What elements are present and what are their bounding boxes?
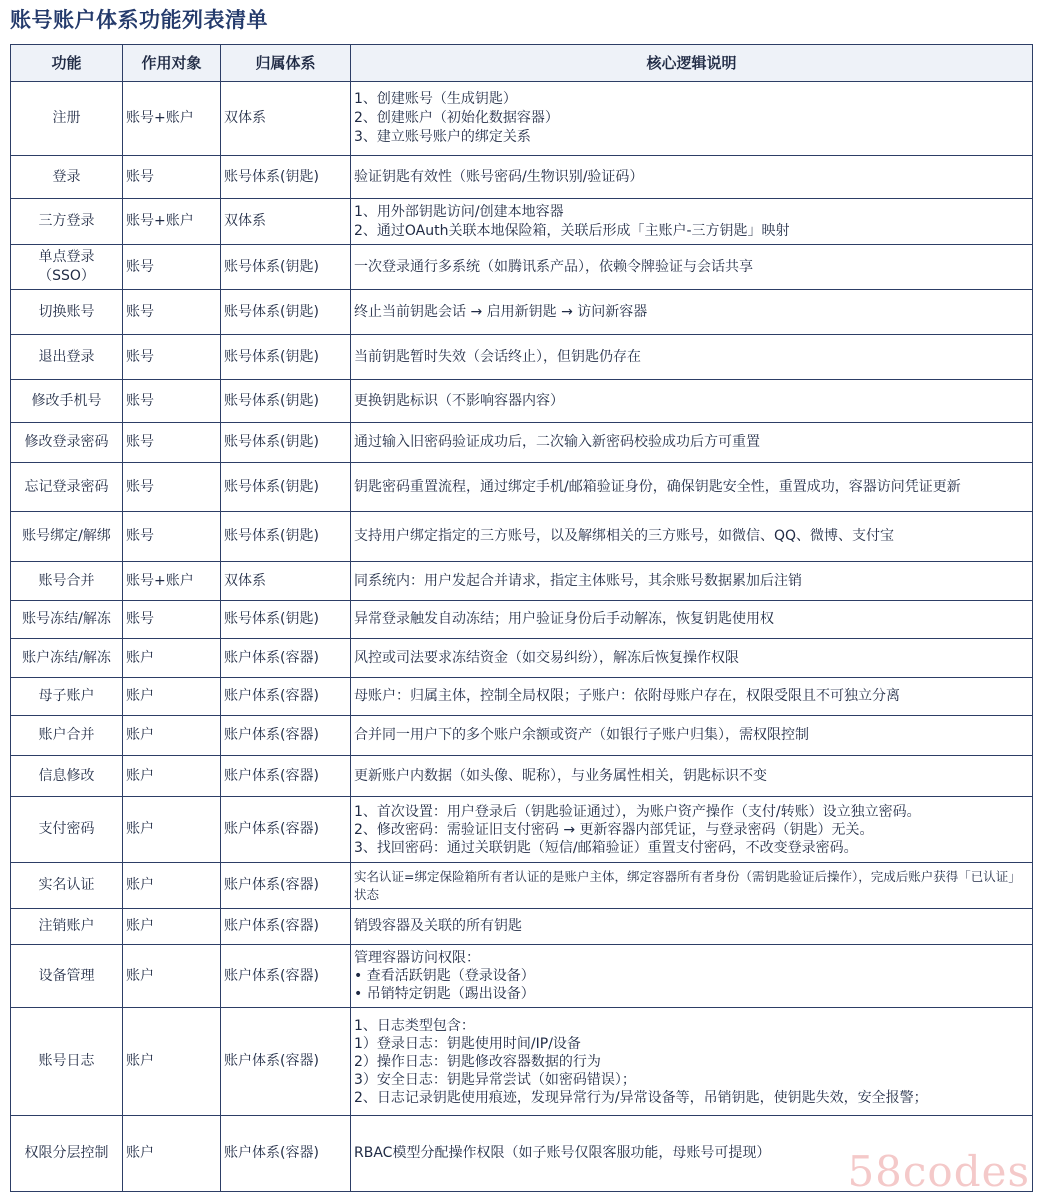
- function-cell: 修改手机号: [11, 380, 123, 423]
- function-cell: 三方登录: [11, 199, 123, 245]
- table-row: [11, 245, 1033, 290]
- function-cell: 退出登录: [11, 335, 123, 380]
- description-cell: 1、用外部钥匙访问/创建本地容器 2、通过OAuth关联本地保险箱，关联后形成「主账户-三方钥匙」映射: [351, 199, 1033, 245]
- target-cell: 账号: [123, 601, 221, 639]
- target-cell: 账号+账户: [123, 562, 221, 601]
- description-cell: 合并同一用户下的多个账户余额或资产（如银行子账户归集），需权限控制: [351, 716, 1033, 756]
- table-row: [11, 82, 1033, 156]
- system-cell: 账号体系(钥匙): [221, 156, 351, 199]
- function-cell: 登录: [11, 156, 123, 199]
- target-cell: 账户: [123, 863, 221, 909]
- function-cell: 实名认证: [11, 863, 123, 909]
- description-cell: 销毁容器及关联的所有钥匙: [351, 909, 1033, 945]
- table-row: [11, 562, 1033, 601]
- system-cell: 账户体系(容器): [221, 945, 351, 1008]
- function-cell: 忘记登录密码: [11, 463, 123, 512]
- description-cell: 一次登录通行多系统（如腾讯系产品），依赖令牌验证与会话共享: [351, 245, 1033, 290]
- function-cell: 账号日志: [11, 1008, 123, 1116]
- table-row: [11, 678, 1033, 716]
- header-function: 功能: [11, 45, 123, 82]
- target-cell: 账号: [123, 463, 221, 512]
- target-cell: 账户: [123, 909, 221, 945]
- system-cell: 双体系: [221, 562, 351, 601]
- feature-table: [10, 44, 1033, 1192]
- table-row: [11, 1008, 1033, 1116]
- function-cell: 注销账户: [11, 909, 123, 945]
- target-cell: 账号+账户: [123, 199, 221, 245]
- function-cell: 账户合并: [11, 716, 123, 756]
- system-cell: 账号体系(钥匙): [221, 463, 351, 512]
- target-cell: 账户: [123, 1008, 221, 1116]
- target-cell: 账号: [123, 512, 221, 562]
- table-row: [11, 863, 1033, 909]
- table-row: [11, 335, 1033, 380]
- table-row: [11, 716, 1033, 756]
- table-header-row: [11, 45, 1033, 82]
- system-cell: 账户体系(容器): [221, 756, 351, 797]
- table-row: [11, 156, 1033, 199]
- description-cell: 母账户：归属主体，控制全局权限；子账户：依附母账户存在，权限受限且不可独立分离: [351, 678, 1033, 716]
- system-cell: 账户体系(容器): [221, 1116, 351, 1192]
- table-row: [11, 380, 1033, 423]
- system-cell: 账号体系(钥匙): [221, 380, 351, 423]
- description-cell: 更新账户内数据（如头像、昵称），与业务属性相关，钥匙标识不变: [351, 756, 1033, 797]
- system-cell: 账户体系(容器): [221, 863, 351, 909]
- function-cell: 设备管理: [11, 945, 123, 1008]
- watermark: 58codes: [847, 1147, 1030, 1196]
- target-cell: 账号: [123, 245, 221, 290]
- description-cell: 1、首次设置：用户登录后（钥匙验证通过），为账户资产操作（支付/转账）设立独立密码。 2、修改密码：需验证旧支付密码 → 更新容器内部凭证，与登录密码（钥匙）无关。 3、找回密码：通过关联钥匙（短信/邮箱验证）重置支付密码，不改变登录密码。: [351, 797, 1033, 863]
- system-cell: 双体系: [221, 82, 351, 156]
- description-cell: 异常登录触发自动冻结；用户验证身份后手动解冻，恢复钥匙使用权: [351, 601, 1033, 639]
- target-cell: 账号: [123, 380, 221, 423]
- table-row: [11, 945, 1033, 1008]
- system-cell: 账号体系(钥匙): [221, 335, 351, 380]
- description-cell: 风控或司法要求冻结资金（如交易纠纷），解冻后恢复操作权限: [351, 639, 1033, 678]
- description-cell: 1、日志类型包含： 1）登录日志：钥匙使用时间/IP/设备 2）操作日志：钥匙修改容器数据的行为 3）安全日志：钥匙异常尝试（如密码错误）； 2、日志记录钥匙使用痕迹，发现异常行为/异常设备等，吊销钥匙，使钥匙失效，安全报警；: [351, 1008, 1033, 1116]
- description-cell: 验证钥匙有效性（账号密码/生物识别/验证码）: [351, 156, 1033, 199]
- system-cell: 账户体系(容器): [221, 909, 351, 945]
- table-row: [11, 601, 1033, 639]
- function-cell: 账号绑定/解绑: [11, 512, 123, 562]
- table-row: [11, 512, 1033, 562]
- table-row: [11, 290, 1033, 335]
- system-cell: 账号体系(钥匙): [221, 245, 351, 290]
- system-cell: 账号体系(钥匙): [221, 290, 351, 335]
- description-cell: 钥匙密码重置流程，通过绑定手机/邮箱验证身份，确保钥匙安全性，重置成功，容器访问凭证更新: [351, 463, 1033, 512]
- function-cell: 注册: [11, 82, 123, 156]
- system-cell: 账号体系(钥匙): [221, 601, 351, 639]
- page-title: 账号账户体系功能列表清单: [10, 8, 268, 32]
- system-cell: 账号体系(钥匙): [221, 512, 351, 562]
- function-cell: 账号合并: [11, 562, 123, 601]
- header-system: 归属体系: [221, 45, 351, 82]
- table-row: [11, 909, 1033, 945]
- target-cell: 账户: [123, 756, 221, 797]
- target-cell: 账户: [123, 716, 221, 756]
- function-cell: 权限分层控制: [11, 1116, 123, 1192]
- description-cell: 管理容器访问权限： • 查看活跃钥匙（登录设备） • 吊销特定钥匙（踢出设备）: [351, 945, 1033, 1008]
- description-cell: 通过输入旧密码验证成功后，二次输入新密码校验成功后方可重置: [351, 423, 1033, 463]
- system-cell: 账户体系(容器): [221, 797, 351, 863]
- function-cell: 修改登录密码: [11, 423, 123, 463]
- description-cell: 同系统内：用户发起合并请求，指定主体账号，其余账号数据累加后注销: [351, 562, 1033, 601]
- target-cell: 账户: [123, 797, 221, 863]
- description-cell: 当前钥匙暂时失效（会话终止），但钥匙仍存在: [351, 335, 1033, 380]
- header-target: 作用对象: [123, 45, 221, 82]
- system-cell: 账号体系(钥匙): [221, 423, 351, 463]
- target-cell: 账号: [123, 290, 221, 335]
- target-cell: 账号: [123, 156, 221, 199]
- system-cell: 账户体系(容器): [221, 639, 351, 678]
- description-cell: 实名认证=绑定保险箱所有者认证的是账户主体，绑定容器所有者身份（需钥匙验证后操作），完成后账户获得「已认证」状态: [351, 863, 1033, 909]
- target-cell: 账号: [123, 423, 221, 463]
- function-cell: 信息修改: [11, 756, 123, 797]
- description-cell: RBAC模型分配操作权限（如子账号仅限客服功能，母账号可提现）: [351, 1116, 1033, 1192]
- table-row: [11, 199, 1033, 245]
- table-row: [11, 797, 1033, 863]
- function-cell: 账号冻结/解冻: [11, 601, 123, 639]
- target-cell: 账户: [123, 1116, 221, 1192]
- function-cell: 账户冻结/解冻: [11, 639, 123, 678]
- table-body: [11, 82, 1033, 1192]
- table-row: [11, 756, 1033, 797]
- system-cell: 双体系: [221, 199, 351, 245]
- table-row: [11, 423, 1033, 463]
- system-cell: 账户体系(容器): [221, 1008, 351, 1116]
- table-row: [11, 463, 1033, 512]
- target-cell: 账号: [123, 335, 221, 380]
- description-cell: 支持用户绑定指定的三方账号，以及解绑相关的三方账号，如微信、QQ、微博、支付宝: [351, 512, 1033, 562]
- target-cell: 账户: [123, 945, 221, 1008]
- function-cell: 支付密码: [11, 797, 123, 863]
- system-cell: 账户体系(容器): [221, 716, 351, 756]
- function-cell: 单点登录（SSO）: [11, 245, 123, 290]
- header-description: 核心逻辑说明: [351, 45, 1033, 82]
- description-cell: 更换钥匙标识（不影响容器内容）: [351, 380, 1033, 423]
- description-cell: 终止当前钥匙会话 → 启用新钥匙 → 访问新容器: [351, 290, 1033, 335]
- function-cell: 切换账号: [11, 290, 123, 335]
- system-cell: 账户体系(容器): [221, 678, 351, 716]
- description-cell: 1、创建账号（生成钥匙） 2、创建账户（初始化数据容器） 3、建立账号账户的绑定关系: [351, 82, 1033, 156]
- function-cell: 母子账户: [11, 678, 123, 716]
- target-cell: 账号+账户: [123, 82, 221, 156]
- target-cell: 账户: [123, 678, 221, 716]
- table-row: [11, 639, 1033, 678]
- target-cell: 账户: [123, 639, 221, 678]
